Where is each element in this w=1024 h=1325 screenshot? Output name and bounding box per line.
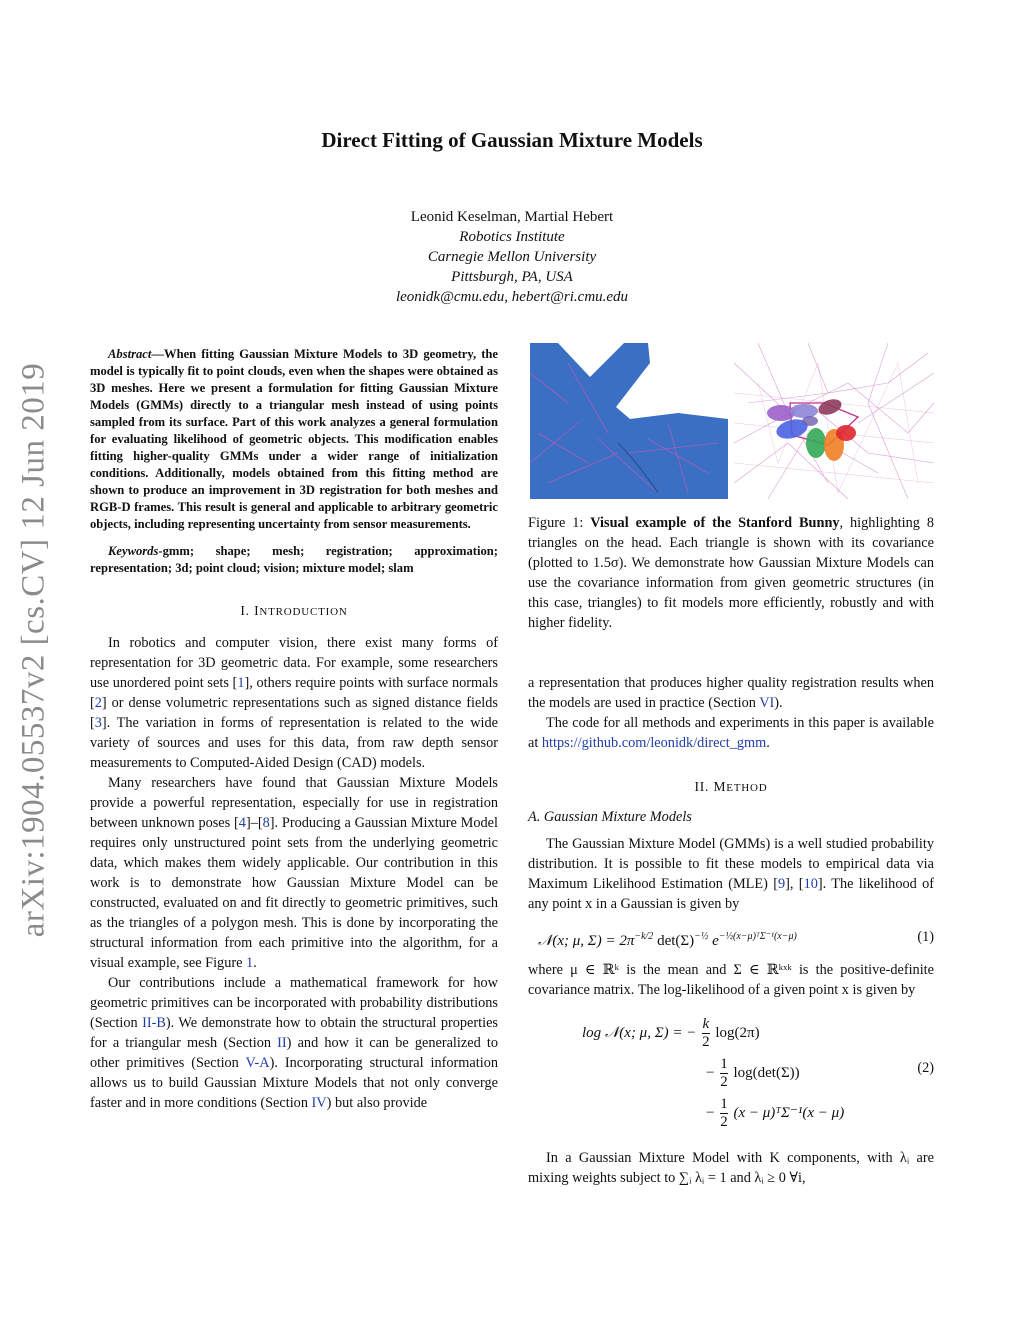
citation-link[interactable]: 1 [237,675,245,691]
author-names: Leonid Keselman, Martial Hebert [410,209,614,225]
left-column [90,346,498,1113]
figure-1-caption: Figure 1: Visual example of the Stanford Bunny, highlighting 8 triangles on the head. Each triangle is shown with its covariance (plotted to 1.5σ). We demonstrate how Gaussian Mixture Models can use the covariance information from given geometric structures (in this case, triangles) to fit models more efficiently, robustly and with higher fidelity. [528,515,934,631]
section-link[interactable]: II-B [142,1015,166,1031]
citation-link[interactable]: 2 [94,695,102,711]
section-rest: NTRODUCTION [259,606,348,618]
citation-link[interactable]: 3 [94,715,102,731]
equation-2-number: (2) [917,1060,934,1076]
abstract [90,346,498,533]
method-paragraph-3: In a Gaussian Mixture Model with K components, with λᵢ are mixing weights subject to ∑ᵢ λᵢ = 1 and λᵢ ≥ 0 ∀i, [528,1150,934,1186]
keywords [90,543,498,577]
equation-2: log 𝒩(x; μ, Σ) = − $\frac{k}{2}$ log(2π) − $\frac{1}{2}$ log(det(Σ)) − $\frac{1}{2}$ (x − μ)ᵀΣ⁻¹(x − μ) (2) [582,1016,934,1130]
author-block [0,207,1024,307]
citation-link[interactable]: 9 [777,876,786,892]
bunny-figure [528,343,934,503]
abstract-text: —When fitting Gaussian Mixture Models to 3D geometry, the model is typically fit to point clouds, even when the shapes were obtained as 3D meshes. Here we present a formulation for fitting Gaussian Mixture Models (GMMs) directly to a triangular mesh instead of using points sampled from its surface. Part of this work analyzes a general formulation for evaluating likelihood of geometric objects. This modification enables fitting higher-quality GMMs under a wider range of initialization conditions. Additionally, models obtained from this fitting method are shown to produce an improvement in 3D registration for both meshes and RGB-D frames. This result is general and applicable to arbitrary geometric objects, including representing uncertainty from sensor measurements. [90,347,498,531]
section-heading-method: II. METHOD [694,779,768,794]
intro-paragraph-3: Our contributions include a mathematical framework for how geometric primitives can be incorporated with probability distributions (Section II-B). We demonstrate how to obtain the structural properties for a triangular mesh (Section II) and how it can be generalized to other primitives (Section V-A). Incorporating structural information allows us to build Gaussian Mixture Models that not only converge faster and in more conditions (Section IV) but also provide [90,975,498,1111]
arxiv-stamp [12,350,56,950]
keywords-label: Keywords [108,544,159,558]
intro-paragraph-2: Many researchers have found that Gaussian Mixture Models provide a powerful representation, especially for use in registration between unknown poses [4]–[8]. Producing a Gaussian Mixture Model requires only unstructured point sets from the underlying geometric data, which makes them widely applicable. Our contribution in this work is to demonstrate how Gaussian Mixture Model can be constructed, evaluated on and fit directly to geometric primitives, such as the triangles of a polygon mesh. This is done by incorporating the structural information from each primitive into the algorithm, for a visual example, see Figure 1. [90,775,499,971]
citation-link[interactable]: 10 [803,876,818,892]
mesh-panel-left [530,343,730,499]
arxiv-id: arXiv:1904.05537v2 [cs.CV] 12 Jun 2019 [15,362,52,938]
section-link[interactable]: IV [311,1095,327,1111]
section-link[interactable]: II [277,1035,287,1051]
author-emails: leonidk@cmu.edu, hebert@ri.cmu.edu [395,289,629,305]
paper-title: Direct Fitting of Gaussian Mixture Models [321,128,703,152]
equation-1: 𝒩(x; μ, $\Sigma) = 2\pi^{-k/2}$ $\det(\Sigma)^{-\frac{1}{2}}$ $e^{-\frac{1}{2}(x-\mu)ᵀ\Sigma^{-1}(x-\mu)}$ (1) [528,914,934,960]
figure-1-images [528,343,934,503]
method-paragraph-1: The Gaussian Mixture Model (GMMs) is a well studied probability distribution. It is possible to fit these models to empirical data via Maximum Likelihood Estimation (MLE) [9], [10]. The likelihood of any point x in a Gaussian is given by [528,836,934,912]
right-column [528,343,934,1188]
citation-link[interactable]: 8 [262,815,270,831]
github-link[interactable]: https://github.com/leonidk/direct_gmm [541,735,767,751]
affiliation-line-2: Carnegie Mellon University [427,249,597,265]
section-first-letter: I [254,603,260,618]
subsection-heading-gmm: A. Gaussian Mixture Models [528,809,692,825]
section-heading-introduction [90,603,498,619]
equation-1-number: (1) [917,929,934,945]
affiliation-line-3: Pittsburgh, PA, USA [451,269,573,285]
right-continuation-paragraph: a representation that produces higher quality registration results when the models are used in practice (Section VI). [528,675,934,711]
intro-paragraph-1: In robotics and computer vision, there exist many forms of representation for 3D geometric data. For example, some researchers use unordered point sets [1], others require points with surface normals [2] or dense volumetric representations such as signed distance fields [3]. The variation in forms of representation is related to the wide variety of sources and uses for this data, from raw depth sensor measurements to Computed-Aided Design (CAD) models. [90,635,499,771]
citation-link[interactable]: 4 [238,815,246,831]
section-link[interactable]: VI [759,695,775,711]
code-availability-paragraph: The code for all methods and experiments in this paper is available at https://github.com/leonidk/direct_gmm. [528,715,934,751]
abstract-label: Abstract [108,347,152,361]
figure-link[interactable]: 1 [246,955,254,971]
section-link[interactable]: V-A [245,1055,270,1071]
method-paragraph-2: where μ ∈ ℝᵏ is the mean and Σ ∈ ℝᵏˣᵏ is the positive-definite covariance matrix. The log-likelihood of a given point x is given by [528,962,934,998]
section-numeral: I. [240,603,250,618]
affiliation-line-1: Robotics Institute [459,229,565,245]
keywords-text: -gmm; shape; mesh; registration; approximation; representation; 3d; point cloud; vision; mixture model; slam [90,544,498,575]
mesh-panel-right [734,343,934,499]
